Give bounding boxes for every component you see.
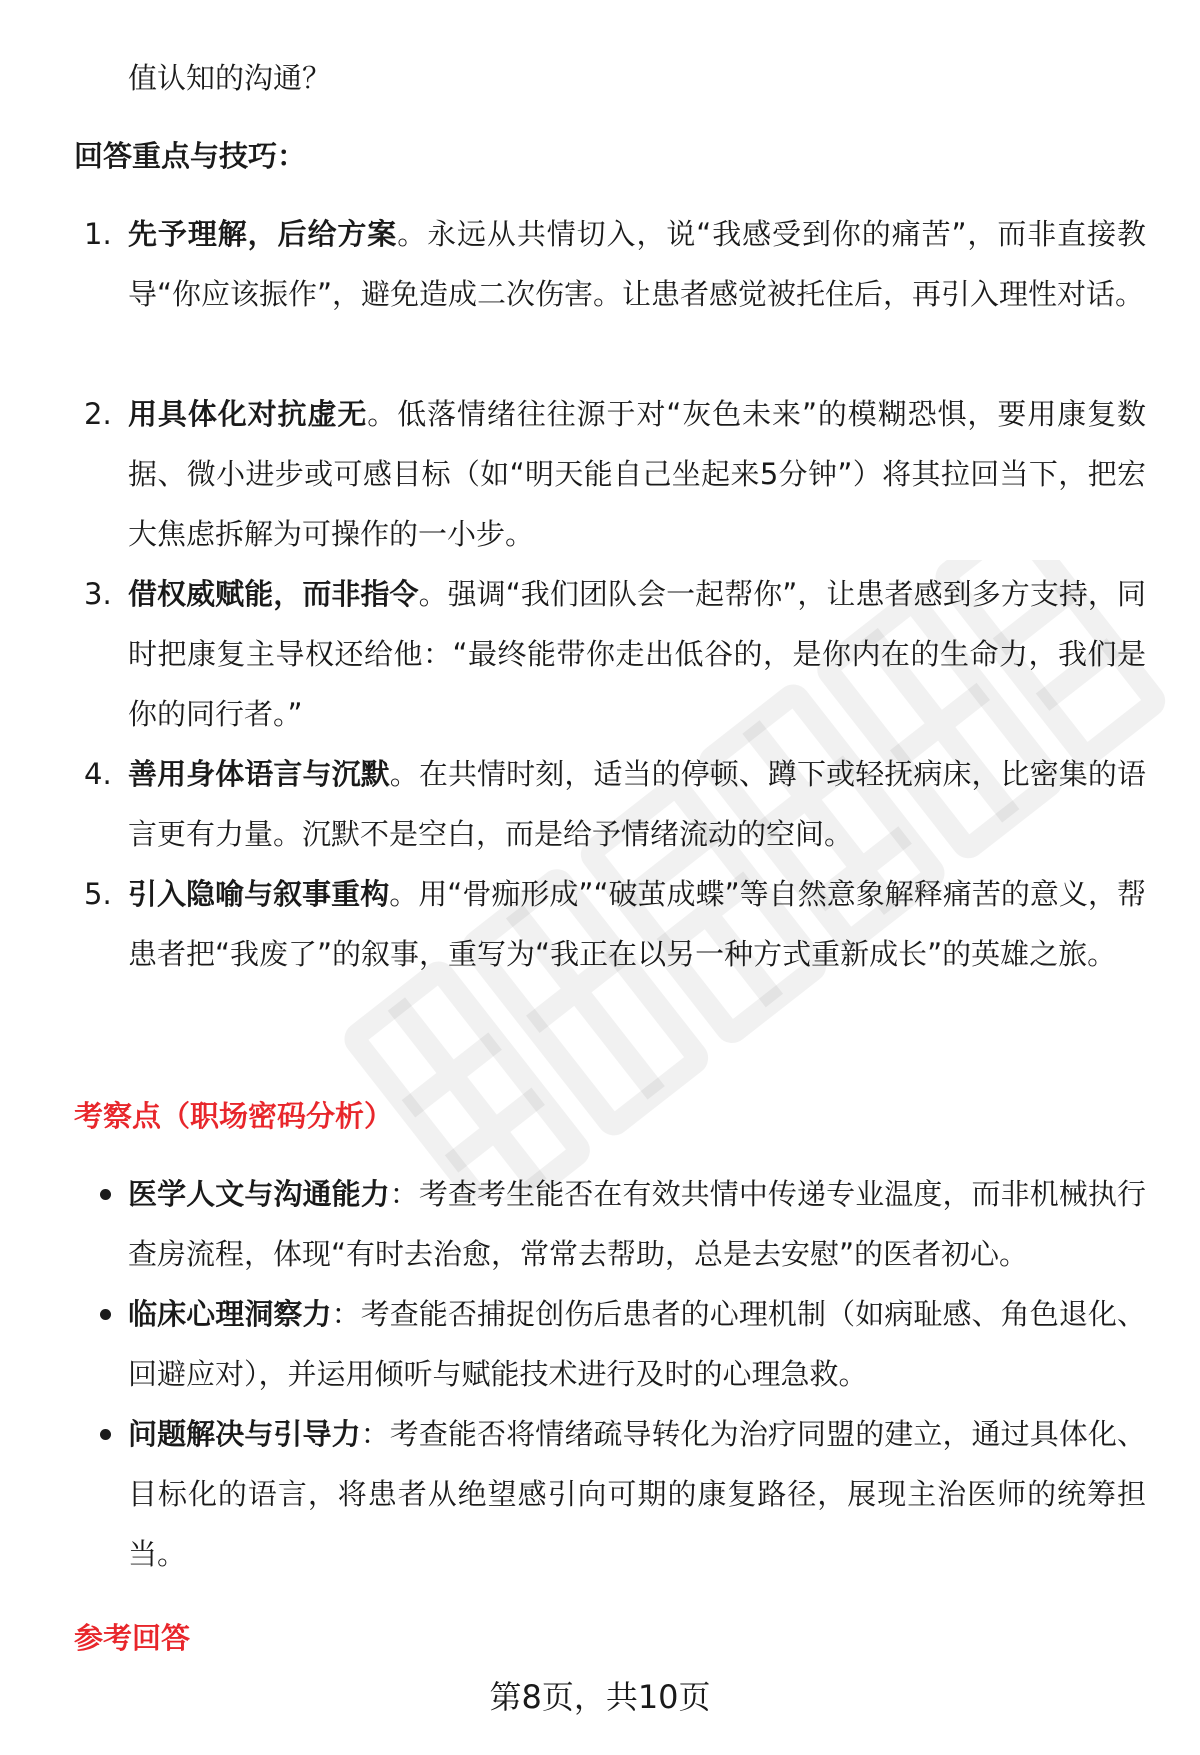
section-heading-reference-answer: 参考回答 [74,1621,191,1655]
item-body: 。永远从共情切入，说“我感受到你的痛苦”，而非直接教导“你应该振作”，避免造成二次伤害。让患者感觉被托住后，再引入理性对话。 [128,217,1146,311]
item-keyword: 借权威赋能，而非指令 [128,577,419,611]
list-item-text [128,384,1146,564]
bullet-icon [100,1309,111,1320]
item-keyword: 先予理解，后给方案 [128,217,398,251]
list-number: 3. [84,577,112,611]
item-body: 。强调“我们团队会一起帮你”，让患者感到多方支持，同时把康复主导权还给他：“最终能带你走出低谷的，是你内在的生命力，我们是你的同行者。” [128,577,1146,731]
list-item-text [128,744,1146,864]
item-body: ：考查考生能否在有效共情中传递专业温度，而非机械执行查房流程，体现“有时去治愈，常常去帮助，总是去安慰”的医者初心。 [128,1177,1146,1271]
list-number: 4. [84,757,112,791]
list-number: 5. [84,877,112,911]
list-item-text [128,564,1146,744]
section-heading-assessment: 考察点（职场密码分析） [74,1099,394,1133]
item-keyword: 问题解决与引导力 [128,1417,361,1451]
list-item-text [128,204,1146,324]
list-item-text [128,864,1146,984]
item-body: ：考查能否捕捉创伤后患者的心理机制（如病耻感、角色退化、回避应对），并运用倾听与赋能技术进行及时的心理急救。 [128,1297,1146,1391]
item-body: 。用“骨痂形成”“破茧成蝶”等自然意象解释痛苦的意义，帮患者把“我废了”的叙事，重写为“我正在以另一种方式重新成长”的英雄之旅。 [128,877,1146,971]
item-keyword: 医学人文与沟通能力 [128,1177,390,1211]
item-body: ：考查能否将情绪疏导转化为治疗同盟的建立，通过具体化、目标化的语言，将患者从绝望感引向可期的康复路径，展现主治医师的统筹担当。 [128,1417,1146,1571]
item-body: 。在共情时刻，适当的停顿、蹲下或轻抚病床，比密集的语言更有力量。沉默不是空白，而是给予情绪流动的空间。 [128,757,1146,851]
item-body: 。低落情绪往往源于对“灰色未来”的模糊恐惧，要用康复数据、微小进步或可感目标（如“明天能自己坐起来5分钟”）将其拉回当下，把宏大焦虑拆解为可操作的一小步。 [128,397,1146,551]
list-item-text [128,1164,1146,1284]
list-item-text [128,1284,1146,1404]
bullet-icon [100,1429,111,1440]
section-heading-tips: 回答重点与技巧： [74,139,307,173]
item-keyword: 善用身体语言与沉默 [128,757,390,791]
item-keyword: 引入隐喻与叙事重构 [128,877,390,911]
bullet-icon [100,1189,111,1200]
item-keyword: 临床心理洞察力 [128,1297,332,1331]
list-number: 2. [84,397,112,431]
item-keyword: 用具体化对抗虚无 [128,397,368,431]
page-number-footer: 第8页，共10页 [489,1678,711,1716]
list-item-text [128,1404,1146,1584]
continuation-text: 值认知的沟通？ [128,61,332,95]
list-number: 1. [84,217,112,251]
